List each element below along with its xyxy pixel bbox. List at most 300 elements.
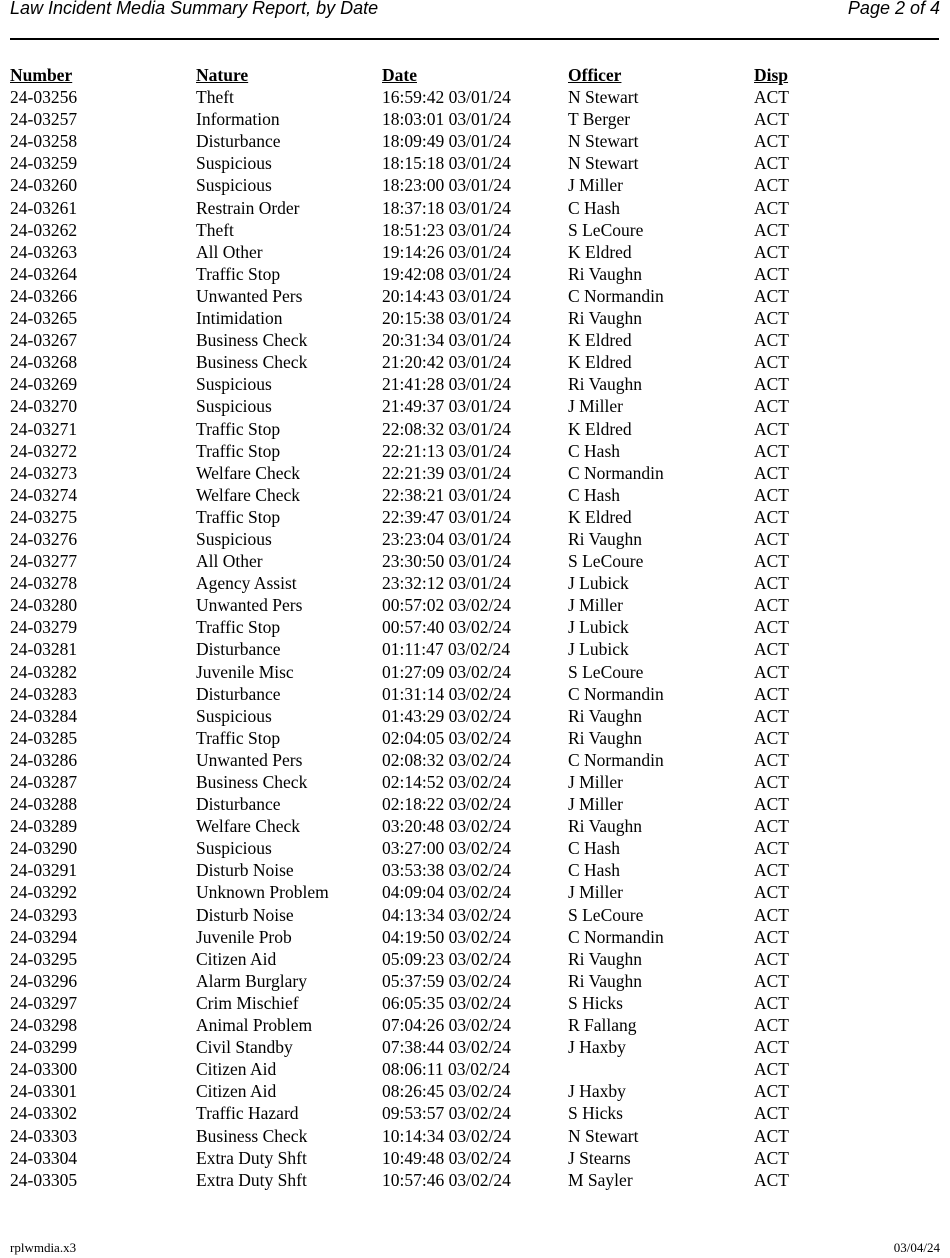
table-row (10, 351, 910, 373)
cell-disposition: ACT (754, 661, 789, 682)
cell-incident-number: 24-03257 (10, 109, 78, 130)
cell-disposition: ACT (754, 794, 789, 815)
cell-nature: Traffic Stop (196, 440, 281, 461)
cell-officer: Ri Vaughn (568, 727, 643, 748)
cell-nature: Traffic Stop (196, 418, 281, 439)
cell-incident-number: 24-03280 (10, 595, 78, 616)
table-row (10, 992, 910, 1014)
cell-officer: R Fallang (568, 1015, 637, 1036)
cell-date-time: 02:04:05 03/02/24 (382, 727, 511, 748)
cell-disposition: ACT (754, 1147, 789, 1168)
cell-disposition: ACT (754, 683, 789, 704)
table-row (10, 749, 910, 771)
cell-disposition: ACT (754, 352, 789, 373)
footer-date: 03/04/24 (893, 1240, 940, 1255)
cell-nature: Suspicious (196, 838, 272, 859)
cell-incident-number: 24-03262 (10, 219, 78, 240)
cell-nature: Business Check (196, 772, 308, 792)
cell-disposition: ACT (754, 639, 789, 660)
cell-date-time: 23:30:50 03/01/24 (382, 551, 511, 572)
cell-nature: Business Check (196, 330, 308, 351)
column-header-nature: Nature (196, 65, 249, 85)
cell-officer: J Lubick (568, 573, 629, 594)
cell-incident-number: 24-03277 (10, 551, 78, 572)
cell-incident-number: 24-03292 (10, 882, 78, 903)
cell-incident-number: 24-03260 (10, 175, 78, 196)
cell-disposition: ACT (754, 1081, 789, 1102)
cell-incident-number: 24-03282 (10, 661, 78, 682)
cell-date-time: 21:49:37 03/01/24 (382, 396, 511, 417)
cell-disposition: ACT (754, 595, 789, 616)
cell-date-time: 19:42:08 03/01/24 (382, 263, 511, 284)
cell-nature: Citizen Aid (196, 1081, 277, 1102)
cell-date-time: 08:06:11 03/02/24 (382, 1059, 511, 1080)
cell-incident-number: 24-03297 (10, 992, 78, 1013)
cell-incident-number: 24-03299 (10, 1037, 78, 1058)
cell-disposition: ACT (754, 860, 789, 881)
table-row (10, 904, 910, 926)
cell-nature: Welfare Check (196, 816, 301, 837)
cell-nature: Theft (196, 219, 234, 240)
cell-officer: T Berger (568, 109, 631, 130)
cell-disposition: ACT (754, 1037, 789, 1058)
cell-disposition: ACT (754, 528, 789, 549)
cell-nature: Suspicious (196, 705, 272, 726)
cell-nature: Welfare Check (196, 484, 301, 505)
cell-disposition: ACT (754, 573, 789, 594)
cell-nature: Unwanted Pers (196, 285, 303, 306)
cell-date-time: 04:13:34 03/02/24 (382, 904, 511, 925)
cell-nature: Information (196, 109, 280, 130)
table-row (10, 484, 910, 506)
cell-officer: Ri Vaughn (568, 374, 643, 395)
cell-disposition: ACT (754, 816, 789, 837)
cell-disposition: ACT (754, 970, 789, 991)
cell-disposition: ACT (754, 1103, 789, 1124)
table-body (10, 86, 910, 1191)
cell-disposition: ACT (754, 197, 789, 218)
cell-nature: Traffic Stop (196, 263, 281, 284)
cell-nature: Suspicious (196, 374, 272, 395)
cell-officer: J Miller (568, 175, 623, 196)
cell-incident-number: 24-03281 (10, 639, 78, 660)
table-row (10, 727, 910, 749)
cell-officer: N Stewart (568, 87, 639, 108)
cell-date-time: 21:41:28 03/01/24 (382, 374, 511, 395)
table-row (10, 1058, 910, 1080)
table-row (10, 86, 910, 108)
cell-disposition: ACT (754, 904, 789, 925)
cell-officer: J Haxby (568, 1037, 626, 1058)
table-row (10, 197, 910, 219)
cell-officer: C Normandin (568, 462, 664, 483)
cell-incident-number: 24-03283 (10, 683, 78, 704)
cell-date-time: 01:11:47 03/02/24 (382, 639, 511, 660)
cell-date-time: 02:08:32 03/02/24 (382, 749, 511, 770)
cell-officer: K Eldred (568, 352, 632, 373)
cell-nature: Traffic Hazard (196, 1103, 299, 1124)
cell-incident-number: 24-03264 (10, 263, 78, 284)
cell-officer: K Eldred (568, 241, 632, 262)
cell-incident-number: 24-03288 (10, 794, 78, 815)
cell-date-time: 22:08:32 03/01/24 (382, 418, 511, 439)
footer-program: rplwmdia.x3 (10, 1240, 77, 1255)
cell-disposition: ACT (754, 109, 789, 130)
cell-nature: Traffic Stop (196, 727, 281, 748)
table-row (10, 241, 910, 263)
cell-officer: C Normandin (568, 683, 664, 704)
cell-date-time: 20:31:34 03/01/24 (382, 330, 511, 351)
cell-incident-number: 24-03302 (10, 1103, 78, 1124)
cell-date-time: 16:59:42 03/01/24 (382, 87, 511, 108)
cell-date-time: 22:38:21 03/01/24 (382, 484, 511, 505)
cell-nature: Juvenile Prob (196, 926, 292, 947)
cell-incident-number: 24-03263 (10, 241, 78, 262)
table-row (10, 970, 910, 992)
table-row (10, 881, 910, 903)
cell-officer: Ri Vaughn (568, 705, 643, 726)
cell-date-time: 18:15:18 03/01/24 (382, 153, 511, 174)
cell-nature: Suspicious (196, 175, 272, 196)
table-row (10, 395, 910, 417)
cell-officer: C Hash (568, 197, 621, 218)
cell-incident-number: 24-03294 (10, 926, 78, 947)
cell-officer: N Stewart (568, 153, 639, 174)
cell-officer: C Hash (568, 484, 621, 505)
cell-nature: Welfare Check (196, 462, 301, 483)
cell-disposition: ACT (754, 396, 789, 417)
table-header-row (10, 64, 910, 86)
cell-officer: S LeCoure (568, 661, 644, 682)
column-header-disp: Disp (754, 65, 789, 85)
table-row (10, 1169, 910, 1191)
cell-disposition: ACT (754, 617, 789, 638)
cell-officer: J Stearns (568, 1147, 631, 1168)
cell-officer: S Hicks (568, 992, 623, 1013)
cell-officer: J Lubick (568, 617, 629, 638)
cell-nature: Unwanted Pers (196, 595, 303, 616)
cell-officer: J Lubick (568, 639, 629, 660)
cell-incident-number: 24-03279 (10, 617, 78, 638)
cell-nature: Traffic Stop (196, 506, 281, 527)
cell-nature: All Other (196, 551, 263, 572)
cell-nature: Unwanted Pers (196, 749, 303, 770)
cell-disposition: ACT (754, 506, 789, 527)
cell-nature: Civil Standby (196, 1037, 293, 1058)
cell-date-time: 23:32:12 03/01/24 (382, 573, 511, 594)
table-row (10, 948, 910, 970)
cell-disposition: ACT (754, 285, 789, 306)
table-row (10, 285, 910, 307)
cell-incident-number: 24-03300 (10, 1059, 78, 1080)
cell-officer: Ri Vaughn (568, 308, 643, 329)
cell-incident-number: 24-03268 (10, 352, 78, 373)
table-row (10, 926, 910, 948)
cell-officer: Ri Vaughn (568, 528, 643, 549)
table-row (10, 1102, 910, 1124)
cell-disposition: ACT (754, 131, 789, 152)
cell-officer: J Miller (568, 772, 623, 792)
cell-officer: C Normandin (568, 749, 664, 770)
page-number: Page 2 of 4 (847, 0, 940, 18)
cell-disposition: ACT (754, 749, 789, 770)
cell-disposition: ACT (754, 1169, 789, 1190)
cell-disposition: ACT (754, 1125, 789, 1146)
cell-disposition: ACT (754, 948, 789, 969)
cell-officer: S LeCoure (568, 551, 644, 572)
cell-officer: S LeCoure (568, 904, 644, 925)
cell-incident-number: 24-03275 (10, 506, 78, 527)
cell-incident-number: 24-03273 (10, 462, 78, 483)
cell-incident-number: 24-03303 (10, 1125, 78, 1146)
cell-officer: S LeCoure (568, 219, 644, 240)
cell-disposition: ACT (754, 484, 789, 505)
cell-incident-number: 24-03271 (10, 418, 78, 439)
cell-nature: Extra Duty Shft (196, 1147, 307, 1168)
cell-date-time: 10:57:46 03/02/24 (382, 1169, 511, 1190)
table-row (10, 130, 910, 152)
cell-date-time: 01:31:14 03/02/24 (382, 683, 511, 704)
cell-nature: Unknown Problem (196, 882, 329, 903)
cell-date-time: 03:53:38 03/02/24 (382, 860, 511, 881)
cell-disposition: ACT (754, 1015, 789, 1036)
cell-disposition: ACT (754, 882, 789, 903)
cell-date-time: 18:03:01 03/01/24 (382, 109, 511, 130)
cell-date-time: 22:21:13 03/01/24 (382, 440, 511, 461)
cell-nature: Disturb Noise (196, 860, 294, 881)
table-row (10, 152, 910, 174)
cell-officer: J Miller (568, 794, 623, 815)
cell-disposition: ACT (754, 705, 789, 726)
table-row (10, 1014, 910, 1036)
cell-officer: J Miller (568, 595, 623, 616)
cell-incident-number: 24-03293 (10, 904, 78, 925)
cell-incident-number: 24-03291 (10, 860, 78, 881)
cell-nature: Suspicious (196, 396, 272, 417)
cell-incident-number: 24-03295 (10, 948, 78, 969)
cell-disposition: ACT (754, 418, 789, 439)
cell-officer: C Normandin (568, 926, 664, 947)
cell-incident-number: 24-03272 (10, 440, 78, 461)
cell-officer: S Hicks (568, 1103, 623, 1124)
cell-date-time: 20:14:43 03/01/24 (382, 285, 511, 306)
cell-incident-number: 24-03290 (10, 838, 78, 859)
cell-disposition: ACT (754, 175, 789, 196)
cell-date-time: 20:15:38 03/01/24 (382, 308, 511, 329)
table-row (10, 329, 910, 351)
table-row (10, 108, 910, 130)
cell-nature: Business Check (196, 1125, 308, 1146)
table-row (10, 771, 910, 793)
cell-officer: C Hash (568, 440, 621, 461)
table-row (10, 815, 910, 837)
table-row (10, 373, 910, 395)
cell-nature: Suspicious (196, 528, 272, 549)
cell-disposition: ACT (754, 374, 789, 395)
table-row (10, 440, 910, 462)
cell-nature: Theft (196, 87, 234, 108)
table-row (10, 594, 910, 616)
cell-disposition: ACT (754, 263, 789, 284)
cell-date-time: 09:53:57 03/02/24 (382, 1103, 511, 1124)
table-row (10, 638, 910, 660)
cell-date-time: 00:57:40 03/02/24 (382, 617, 511, 638)
cell-incident-number: 24-03269 (10, 374, 78, 395)
table-row (10, 572, 910, 594)
cell-disposition: ACT (754, 727, 789, 748)
cell-date-time: 08:26:45 03/02/24 (382, 1081, 511, 1102)
cell-date-time: 02:18:22 03/02/24 (382, 794, 511, 815)
report-title: Law Incident Media Summary Report, by Date (10, 0, 379, 18)
cell-nature: Disturb Noise (196, 904, 294, 925)
cell-officer: Ri Vaughn (568, 970, 643, 991)
table-row (10, 616, 910, 638)
cell-date-time: 04:09:04 03/02/24 (382, 882, 511, 903)
table-row (10, 219, 910, 241)
cell-disposition: ACT (754, 330, 789, 351)
cell-nature: Extra Duty Shft (196, 1169, 307, 1190)
cell-officer: K Eldred (568, 506, 632, 527)
table-row (10, 859, 910, 881)
table-row (10, 506, 910, 528)
cell-officer: N Stewart (568, 1125, 639, 1146)
cell-nature: Citizen Aid (196, 1059, 277, 1080)
cell-disposition: ACT (754, 87, 789, 108)
cell-disposition: ACT (754, 926, 789, 947)
cell-nature: Disturbance (196, 683, 281, 704)
cell-officer: J Haxby (568, 1081, 626, 1102)
table-row (10, 528, 910, 550)
cell-incident-number: 24-03284 (10, 705, 78, 726)
cell-date-time: 03:20:48 03/02/24 (382, 816, 511, 837)
cell-disposition: ACT (754, 992, 789, 1013)
cell-incident-number: 24-03287 (10, 772, 78, 792)
cell-incident-number: 24-03270 (10, 396, 78, 417)
table-row (10, 705, 910, 727)
cell-nature: Traffic Stop (196, 617, 281, 638)
cell-nature: Disturbance (196, 131, 281, 152)
cell-date-time: 23:23:04 03/01/24 (382, 528, 511, 549)
cell-disposition: ACT (754, 772, 789, 792)
cell-incident-number: 24-03298 (10, 1015, 78, 1036)
cell-disposition: ACT (754, 838, 789, 859)
cell-date-time: 06:05:35 03/02/24 (382, 992, 511, 1013)
table-row (10, 307, 910, 329)
cell-incident-number: 24-03256 (10, 87, 78, 108)
cell-officer: J Miller (568, 396, 623, 417)
cell-date-time: 05:09:23 03/02/24 (382, 948, 511, 969)
cell-incident-number: 24-03276 (10, 528, 78, 549)
cell-incident-number: 24-03278 (10, 573, 78, 594)
cell-date-time: 07:38:44 03/02/24 (382, 1037, 511, 1058)
table-row (10, 263, 910, 285)
cell-disposition: ACT (754, 462, 789, 483)
cell-officer: N Stewart (568, 131, 639, 152)
cell-incident-number: 24-03267 (10, 330, 78, 351)
cell-nature: Juvenile Misc (196, 661, 294, 682)
cell-date-time: 19:14:26 03/01/24 (382, 241, 511, 262)
cell-incident-number: 24-03265 (10, 308, 78, 329)
cell-incident-number: 24-03289 (10, 816, 78, 837)
column-header-number: Number (10, 65, 73, 85)
cell-date-time: 21:20:42 03/01/24 (382, 352, 511, 373)
cell-officer: J Miller (568, 882, 623, 903)
cell-disposition: ACT (754, 241, 789, 262)
table-row (10, 837, 910, 859)
cell-nature: Business Check (196, 352, 308, 373)
cell-nature: All Other (196, 241, 263, 262)
cell-nature: Agency Assist (196, 573, 297, 594)
cell-incident-number: 24-03259 (10, 153, 78, 174)
cell-incident-number: 24-03286 (10, 749, 78, 770)
cell-date-time: 18:37:18 03/01/24 (382, 197, 511, 218)
cell-nature: Animal Problem (196, 1015, 313, 1036)
cell-incident-number: 24-03261 (10, 197, 78, 218)
cell-incident-number: 24-03266 (10, 285, 78, 306)
cell-date-time: 22:39:47 03/01/24 (382, 506, 511, 527)
cell-date-time: 01:43:29 03/02/24 (382, 705, 511, 726)
table-row (10, 661, 910, 683)
cell-disposition: ACT (754, 440, 789, 461)
cell-date-time: 03:27:00 03/02/24 (382, 838, 511, 859)
cell-date-time: 07:04:26 03/02/24 (382, 1015, 511, 1036)
cell-disposition: ACT (754, 551, 789, 572)
cell-incident-number: 24-03304 (10, 1147, 78, 1168)
cell-disposition: ACT (754, 308, 789, 329)
cell-nature: Disturbance (196, 639, 281, 660)
cell-date-time: 01:27:09 03/02/24 (382, 661, 511, 682)
cell-officer: Ri Vaughn (568, 263, 643, 284)
cell-nature: Crim Mischief (196, 992, 299, 1013)
cell-officer: K Eldred (568, 330, 632, 351)
table-row (10, 1125, 910, 1147)
cell-nature: Alarm Burglary (196, 970, 307, 991)
table-row (10, 174, 910, 196)
cell-officer: C Normandin (568, 285, 664, 306)
cell-officer: C Hash (568, 860, 621, 881)
table-row (10, 462, 910, 484)
cell-date-time: 18:51:23 03/01/24 (382, 219, 511, 240)
cell-date-time: 02:14:52 03/02/24 (382, 772, 511, 792)
cell-date-time: 04:19:50 03/02/24 (382, 926, 511, 947)
table-row (10, 793, 910, 815)
cell-disposition: ACT (754, 1059, 789, 1080)
table-row (10, 418, 910, 440)
header-rule (10, 38, 939, 40)
table-row (10, 1036, 910, 1058)
cell-nature: Restrain Order (196, 197, 300, 218)
cell-nature: Citizen Aid (196, 948, 277, 969)
cell-incident-number: 24-03301 (10, 1081, 78, 1102)
cell-officer: K Eldred (568, 418, 632, 439)
cell-disposition: ACT (754, 153, 789, 174)
cell-nature: Intimidation (196, 308, 283, 329)
cell-date-time: 10:14:34 03/02/24 (382, 1125, 511, 1146)
table-row (10, 550, 910, 572)
cell-date-time: 05:37:59 03/02/24 (382, 970, 511, 991)
cell-date-time: 00:57:02 03/02/24 (382, 595, 511, 616)
cell-incident-number: 24-03258 (10, 131, 78, 152)
cell-date-time: 22:21:39 03/01/24 (382, 462, 511, 483)
table-row (10, 1080, 910, 1102)
column-header-officer: Officer (568, 65, 622, 85)
cell-officer: M Sayler (568, 1169, 633, 1190)
cell-date-time: 18:23:00 03/01/24 (382, 175, 511, 196)
cell-nature: Disturbance (196, 794, 281, 815)
cell-disposition: ACT (754, 219, 789, 240)
cell-incident-number: 24-03274 (10, 484, 78, 505)
column-header-date: Date (382, 65, 417, 85)
